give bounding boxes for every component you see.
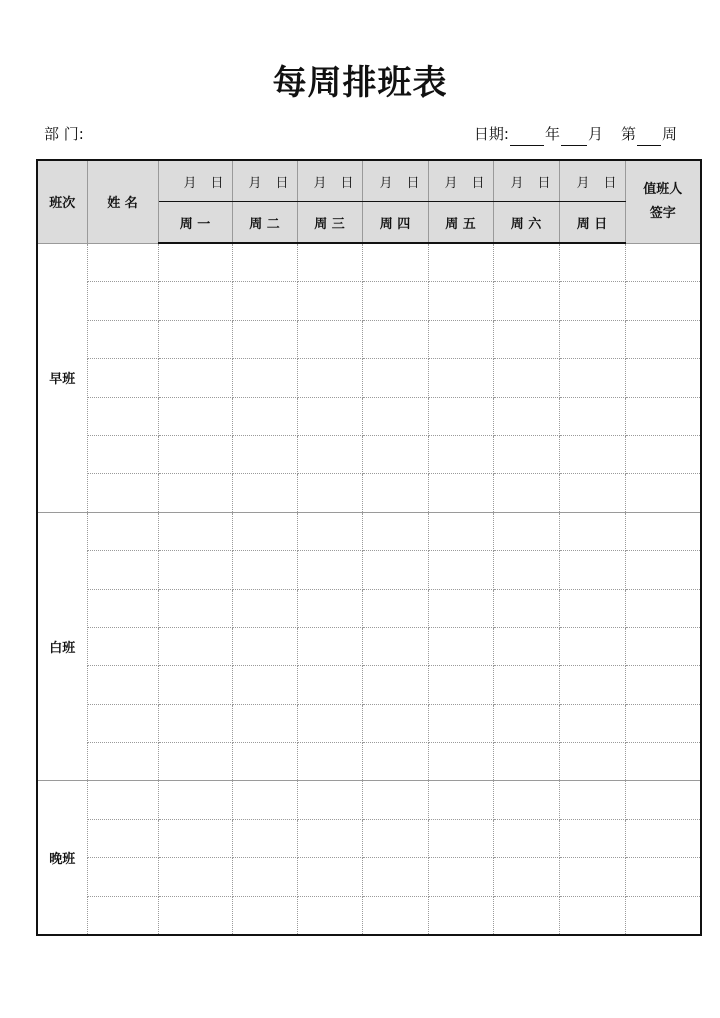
schedule-cell[interactable] [493,282,559,320]
schedule-cell[interactable] [428,474,493,512]
schedule-cell[interactable] [493,320,559,358]
name-cell[interactable] [87,743,158,781]
name-cell[interactable] [87,397,158,435]
schedule-cell[interactable] [158,320,232,358]
schedule-cell[interactable] [493,704,559,742]
schedule-cell[interactable] [232,781,297,819]
signature-cell[interactable] [625,512,701,550]
signature-cell[interactable] [625,704,701,742]
schedule-cell[interactable] [232,359,297,397]
schedule-table [36,159,702,936]
schedule-cell[interactable] [158,896,232,935]
signature-cell[interactable] [625,666,701,704]
schedule-cell[interactable] [158,435,232,473]
schedule-cell[interactable] [559,282,625,320]
schedule-cell[interactable] [559,474,625,512]
date-cell[interactable]: 月 日 [559,160,625,202]
schedule-cell[interactable] [493,589,559,627]
name-cell[interactable] [87,781,158,819]
schedule-cell[interactable] [362,819,428,857]
table-row [37,781,701,819]
name-cell[interactable] [87,512,158,550]
schedule-cell[interactable] [559,243,625,282]
schedule-cell[interactable] [158,666,232,704]
schedule-cell[interactable] [232,858,297,896]
schedule-cell[interactable] [158,397,232,435]
signature-cell[interactable] [625,435,701,473]
schedule-cell[interactable] [428,435,493,473]
schedule-cell[interactable] [158,743,232,781]
name-cell[interactable] [87,435,158,473]
name-cell[interactable] [87,666,158,704]
schedule-cell[interactable] [559,359,625,397]
name-cell[interactable] [87,551,158,589]
schedule-cell[interactable] [428,282,493,320]
name-cell[interactable] [87,627,158,665]
schedule-cell[interactable] [297,589,362,627]
shift-label: 晚班 [37,781,87,935]
schedule-cell[interactable] [232,474,297,512]
schedule-cell[interactable] [493,512,559,550]
table-row [37,551,701,589]
schedule-cell[interactable] [158,282,232,320]
schedule-cell[interactable] [493,397,559,435]
schedule-cell[interactable] [297,435,362,473]
schedule-cell[interactable] [362,896,428,935]
name-cell[interactable] [87,858,158,896]
schedule-cell[interactable] [428,743,493,781]
schedule-cell[interactable] [559,666,625,704]
signature-cell[interactable] [625,551,701,589]
signature-line2: 签字 [649,205,676,221]
schedule-cell[interactable] [297,819,362,857]
schedule-cell[interactable] [362,359,428,397]
schedule-cell[interactable] [428,627,493,665]
schedule-cell[interactable] [559,858,625,896]
schedule-cell[interactable] [232,435,297,473]
schedule-cell[interactable] [297,243,362,282]
schedule-cell[interactable] [158,819,232,857]
weekday-sat: 周 六 [493,202,559,244]
weekday-fri: 周 五 [428,202,493,244]
schedule-cell[interactable] [493,243,559,282]
table-row [37,320,701,358]
date-cell[interactable]: 月 日 [158,160,232,202]
schedule-cell[interactable] [493,627,559,665]
schedule-cell[interactable] [297,896,362,935]
week-suffix: 周 [661,125,677,143]
table-row [37,589,701,627]
table-row [37,243,701,282]
shift-label: 早班 [37,243,87,512]
signature-cell[interactable] [625,474,701,512]
schedule-cell[interactable] [232,397,297,435]
header-signature [625,160,701,243]
schedule-cell[interactable] [428,704,493,742]
weekday-tue: 周 二 [232,202,297,244]
schedule-cell[interactable] [297,666,362,704]
schedule-cell[interactable] [158,589,232,627]
schedule-cell[interactable] [232,512,297,550]
schedule-cell[interactable] [297,551,362,589]
schedule-cell[interactable] [297,474,362,512]
schedule-body [37,243,701,935]
month-label: 月 [587,125,603,143]
schedule-cell[interactable] [428,551,493,589]
schedule-cell[interactable] [362,551,428,589]
schedule-cell[interactable] [428,512,493,550]
schedule-cell[interactable] [362,589,428,627]
schedule-cell[interactable] [297,512,362,550]
date-cell[interactable]: 月 日 [428,160,493,202]
schedule-cell[interactable] [493,551,559,589]
month-blank[interactable] [561,128,587,146]
name-cell[interactable] [87,320,158,358]
table-row [37,359,701,397]
schedule-cell[interactable] [232,819,297,857]
table-row [37,666,701,704]
schedule-cell[interactable] [559,397,625,435]
schedule-cell[interactable] [493,359,559,397]
signature-cell[interactable] [625,320,701,358]
table-row [37,435,701,473]
weekday-mon: 周 一 [158,202,232,244]
schedule-cell[interactable] [232,243,297,282]
schedule-cell[interactable] [158,781,232,819]
schedule-cell[interactable] [559,819,625,857]
date-label: 日期: [473,125,509,143]
schedule-cell[interactable] [362,743,428,781]
schedule-cell[interactable] [559,704,625,742]
schedule-cell[interactable] [232,282,297,320]
schedule-cell[interactable] [362,435,428,473]
schedule-cell[interactable] [428,781,493,819]
name-cell[interactable] [87,282,158,320]
table-row [37,512,701,550]
schedule-cell[interactable] [232,627,297,665]
schedule-cell[interactable] [297,282,362,320]
schedule-cell[interactable] [428,858,493,896]
year-label: 年 [544,125,560,143]
signature-cell[interactable] [625,359,701,397]
schedule-cell[interactable] [158,243,232,282]
schedule-cell[interactable] [362,243,428,282]
schedule-cell[interactable] [297,704,362,742]
schedule-cell[interactable] [158,512,232,550]
table-row [37,743,701,781]
schedule-cell[interactable] [158,359,232,397]
schedule-cell[interactable] [428,896,493,935]
schedule-cell[interactable] [158,627,232,665]
week-blank[interactable] [637,128,661,146]
table-row [37,896,701,935]
schedule-cell[interactable] [362,781,428,819]
page-title: 每周排班表 [272,63,448,103]
schedule-cell[interactable] [428,359,493,397]
table-row [37,627,701,665]
schedule-cell[interactable] [559,320,625,358]
table-row [37,704,701,742]
schedule-cell[interactable] [232,589,297,627]
schedule-cell[interactable] [232,896,297,935]
schedule-cell[interactable] [362,627,428,665]
signature-cell[interactable] [625,743,701,781]
name-cell[interactable] [87,704,158,742]
schedule-cell[interactable] [297,781,362,819]
info-row [44,122,677,146]
schedule-cell[interactable] [428,320,493,358]
table-row [37,282,701,320]
signature-line1: 值班人 [643,181,683,197]
schedule-cell[interactable] [297,320,362,358]
schedule-cell[interactable] [493,896,559,935]
signature-cell[interactable] [625,781,701,819]
schedule-cell[interactable] [493,435,559,473]
signature-cell[interactable] [625,589,701,627]
schedule-cell[interactable] [559,589,625,627]
schedule-cell[interactable] [297,858,362,896]
date-line [474,122,677,146]
weekday-thu: 周 四 [362,202,428,244]
schedule-cell[interactable] [559,435,625,473]
schedule-cell[interactable] [493,858,559,896]
schedule-cell[interactable] [232,666,297,704]
schedule-cell[interactable] [428,243,493,282]
schedule-cell[interactable] [232,320,297,358]
signature-cell[interactable] [625,243,701,282]
schedule-cell[interactable] [362,512,428,550]
schedule-cell[interactable] [232,704,297,742]
schedule-cell[interactable] [297,743,362,781]
schedule-cell[interactable] [559,551,625,589]
schedule-cell[interactable] [493,781,559,819]
schedule-cell[interactable] [559,743,625,781]
schedule-cell[interactable] [559,512,625,550]
schedule-cell[interactable] [559,627,625,665]
weekday-wed: 周 三 [297,202,362,244]
schedule-cell[interactable] [297,397,362,435]
header-name: 姓 名 [87,160,158,243]
signature-cell[interactable] [625,397,701,435]
signature-cell[interactable] [625,627,701,665]
schedule-cell[interactable] [158,704,232,742]
table-row [37,819,701,857]
schedule-cell[interactable] [493,474,559,512]
table-row [37,474,701,512]
signature-cell[interactable] [625,896,701,935]
header-shift: 班次 [37,160,87,243]
schedule-cell[interactable] [428,589,493,627]
schedule-cell[interactable] [559,896,625,935]
shift-label: 白班 [37,512,87,781]
schedule-cell[interactable] [362,666,428,704]
name-cell[interactable] [87,819,158,857]
table-row [37,858,701,896]
schedule-cell[interactable] [493,666,559,704]
signature-cell[interactable] [625,858,701,896]
date-cell[interactable]: 月 日 [493,160,559,202]
name-cell[interactable] [87,589,158,627]
schedule-cell[interactable] [362,397,428,435]
signature-cell[interactable] [625,282,701,320]
year-blank[interactable] [510,128,544,146]
schedule-cell[interactable] [297,359,362,397]
signature-cell[interactable] [625,819,701,857]
schedule-cell[interactable] [362,474,428,512]
date-cell[interactable]: 月 日 [232,160,297,202]
week-prefix: 第 [620,125,636,143]
schedule-cell[interactable] [158,858,232,896]
name-cell[interactable] [87,243,158,282]
schedule-cell[interactable] [428,666,493,704]
schedule-cell[interactable] [493,743,559,781]
schedule-cell[interactable] [362,320,428,358]
schedule-cell[interactable] [428,819,493,857]
schedule-cell[interactable] [362,704,428,742]
table-row [37,397,701,435]
schedule-cell[interactable] [493,819,559,857]
schedule-cell[interactable] [559,781,625,819]
date-cell[interactable]: 月 日 [362,160,428,202]
weekday-sun: 周 日 [559,202,625,244]
schedule-cell[interactable] [158,551,232,589]
schedule-cell[interactable] [158,474,232,512]
schedule-cell[interactable] [362,282,428,320]
name-cell[interactable] [87,896,158,935]
name-cell[interactable] [87,474,158,512]
date-cell[interactable]: 月 日 [297,160,362,202]
department-label: 部 门: [44,125,84,143]
schedule-cell[interactable] [362,858,428,896]
schedule-cell[interactable] [428,397,493,435]
name-cell[interactable] [87,359,158,397]
schedule-cell[interactable] [297,627,362,665]
schedule-cell[interactable] [232,743,297,781]
schedule-cell[interactable] [232,551,297,589]
